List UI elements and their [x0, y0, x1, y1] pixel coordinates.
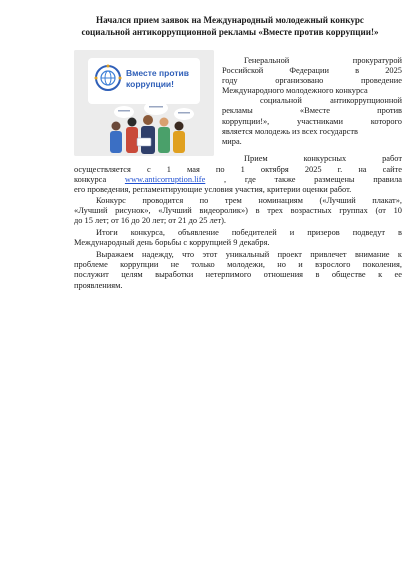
contest-poster-image: [74, 50, 214, 156]
paragraph-line: Генеральной прокуратурой: [244, 56, 402, 65]
paragraph-line: Конкурс проводится по трем номинациям («Лучший плакат»,: [96, 196, 402, 205]
document-title: [60, 14, 400, 38]
poster-illustration: [74, 50, 214, 156]
poster-title-line: Вместе против: [126, 68, 189, 78]
text-fragment: , где также размещены правила: [205, 175, 402, 184]
paragraph-line: рекламы «Вместе против: [222, 106, 402, 115]
contest-website-link[interactable]: www.anticorruption.life: [124, 175, 206, 184]
paragraph-line: до 15 лет; от 16 до 20 лет; от 21 до 25 лет).: [74, 216, 227, 225]
paragraph-line: послужит целям выработки нетерпимого отношения в обществе к ее: [74, 270, 402, 279]
paragraph-line: Российской Федерации в 2025: [222, 66, 402, 75]
paragraph-line: осуществляется с 1 мая по 1 октября 2025 г. на сайте: [74, 165, 402, 174]
paragraph-line: мира.: [222, 137, 242, 146]
paragraph-line: социальной антикоррупционной: [260, 96, 402, 105]
text-fragment: конкурса: [74, 175, 125, 184]
paragraph-line: «Лучший рисунок», «Лучший видеоролик») в трех возрастных группах (от 10: [74, 206, 402, 215]
paragraph-line: году организовано проведение: [222, 76, 402, 85]
paragraph-line: является молодежь из всех государств: [222, 127, 358, 136]
paragraph-line: его проведения, регламентирующие условия участия, критерии оценки работ.: [74, 185, 352, 194]
paragraph-line: Международный день борьбы с коррупцией 9 декабря.: [74, 238, 270, 247]
paragraph-line: коррупции!», участниками которого: [222, 117, 402, 126]
paragraph-line: проявлениям.: [74, 281, 123, 290]
poster-title-line: коррупции!: [126, 79, 174, 89]
title-line: социальной антикоррупционной рекламы «Вместе против коррупции!»: [81, 27, 379, 37]
paragraph-line: Международного молодежного конкурса: [222, 86, 368, 95]
paragraph-line: Прием конкурсных работ: [244, 154, 402, 163]
paragraph-line: Итоги конкурса, объявление победителей и призеров подведут в: [96, 228, 402, 237]
paragraph-line: Выражаем надежду, что этот уникальный проект привлечет внимание к: [96, 250, 402, 259]
paragraph-line: проблеме коррупции не только молодежи, но и взрослого поколения,: [74, 260, 402, 269]
title-line: Начался прием заявок на Международный молодежный конкурс: [96, 15, 364, 25]
